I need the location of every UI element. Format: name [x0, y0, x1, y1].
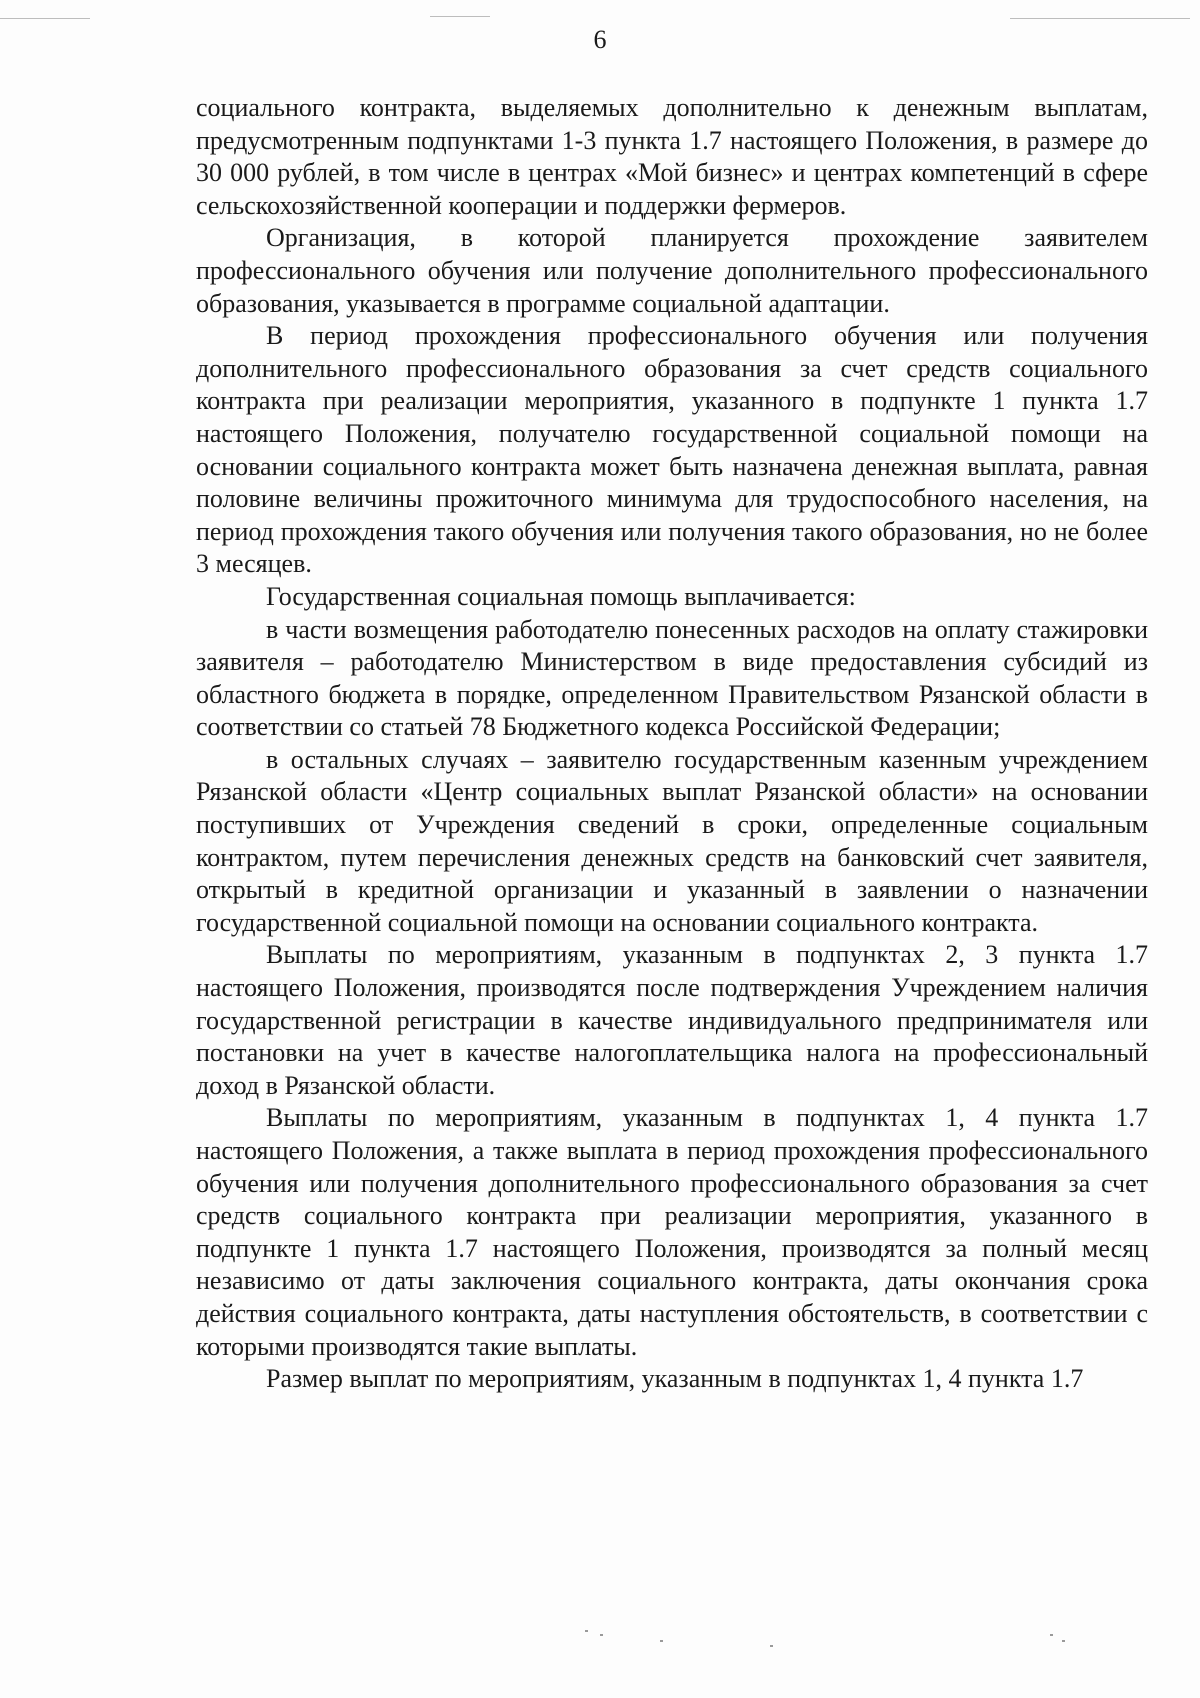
paragraph-payments-1-4: Выплаты по мероприятиям, указанным в подпунктах 1, 4 пункта 1.7 настоящего Положения, а также выплата в период прохождения профессионального обучения или получения дополнительного профессионального образования за счет средств социального контракта при реализации мероприятия, указанного в подпункте 1 пункта 1.7 настоящего Положения, производятся за полный месяц независимо от даты заключения социального контракта, даты окончания срока действия социального контракта, даты наступления обстоятельств, в соответствии с которыми производятся такие выплаты. — [196, 1103, 1148, 1361]
paragraph-other-cases: в остальных случаях – заявителю государственным казенным учреждением Рязанской области «Центр социальных выплат Рязанской области» на основании поступивших от Учреждения сведений в сроки, определенные социальным контрактом, путем перечисления денежных средств на банковский счет заявителя, открытый в кредитной организации и указанный в заявлении о назначении государственной социальной помощи на основании социального контракта. — [196, 744, 1148, 937]
paragraph-payments-2-3: Выплаты по мероприятиям, указанным в подпунктах 2, 3 пункта 1.7 настоящего Положения, производятся после подтверждения Учреждением наличия государственной регистрации в качестве индивидуального предпринимателя или постановки на учет в качестве налогоплательщика налога на профессиональный доход в Рязанской области. — [196, 940, 1148, 1100]
paragraph-organization: Организация, в которой планируется прохождение заявителем профессионального обучения или получение дополнительного профессионального образования, указывается в программе социальной адаптации. — [196, 223, 1148, 318]
paragraph-payment-intro: Государственная социальная помощь выплачивается: — [266, 581, 856, 611]
paragraph-continuation: социального контракта, выделяемых дополнительно к денежным выплатам, предусмотренным подпунктами 1-3 пункта 1.7 настоящего Положения, в размере до 30 000 рублей, в том числе в центрах «Мой бизнес» и центрах компетенций в сфере сельскохозяйственной кооперации и поддержки фермеров. — [196, 93, 1148, 220]
scan-speck — [770, 1645, 773, 1647]
scan-artifact-top-left — [0, 18, 90, 19]
document-body — [196, 92, 1148, 1396]
scan-speck — [1050, 1634, 1053, 1636]
scan-speck — [1062, 1640, 1065, 1642]
paragraph-payment-size: Размер выплат по мероприятиям, указанным в подпунктах 1, 4 пункта 1.7 — [266, 1364, 1084, 1394]
paragraph-training-period-payment: В период прохождения профессионального обучения или получения дополнительного профессионального образования за счет средств социального контракта при реализации мероприятия, указанного в подпункте 1 пункта 1.7 настоящего Положения, получателю государственной социальной помощи на основании социального контракта может быть назначена денежная выплата, равная половине величины прожиточного минимума для трудоспособного населения, на период прохождения такого обучения или получения такого образования, но не более 3 месяцев. — [196, 321, 1148, 579]
scan-speck — [660, 1640, 663, 1642]
page-number: 6 — [593, 25, 607, 54]
scan-artifact-top-right — [1010, 18, 1190, 19]
scan-artifact-top-middle — [430, 16, 490, 17]
paragraph-employer-reimbursement: в части возмещения работодателю понесенных расходов на оплату стажировки заявителя – работодателю Министерством в виде предоставления субсидий из областного бюджета в порядке, определенном Правительством Рязанской области в соответствии со статьей 78 Бюджетного кодекса Российской Федерации; — [196, 614, 1148, 742]
scan-speck — [600, 1634, 603, 1636]
scan-speck — [585, 1630, 588, 1632]
